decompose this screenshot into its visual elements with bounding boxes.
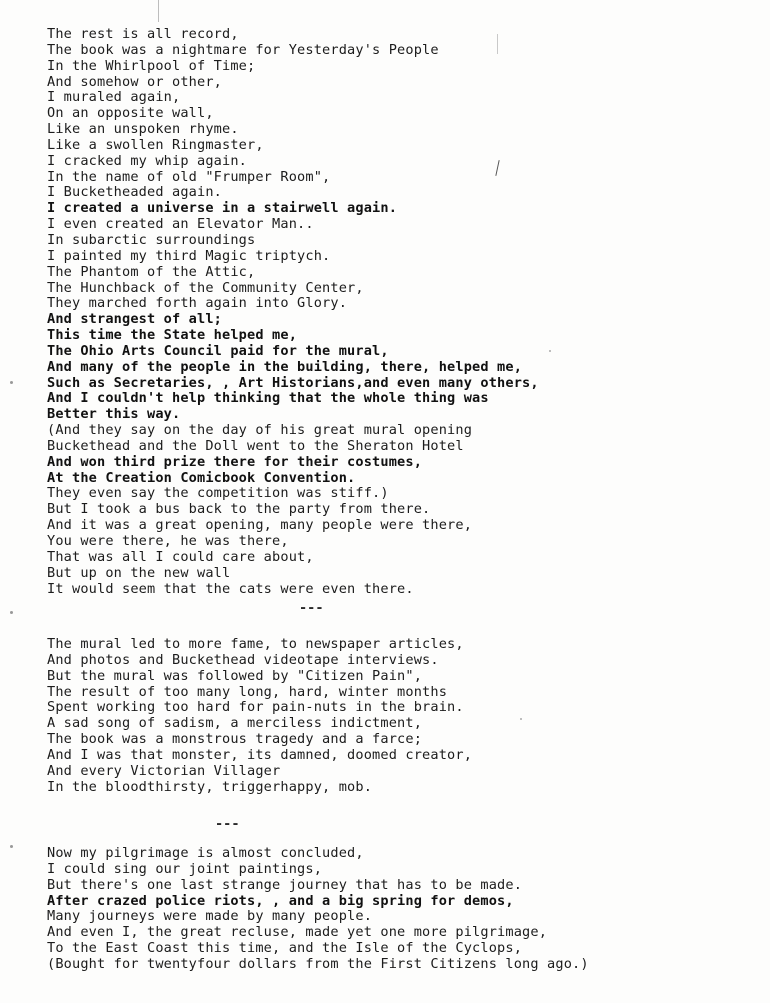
poem-line: In subarctic surroundings xyxy=(47,231,256,248)
poem-line: I painted my third Magic triptych. xyxy=(47,247,331,264)
poem-line: The Phantom of the Attic, xyxy=(47,263,256,280)
poem-line: And I couldn't help thinking that the whole thing was xyxy=(47,390,489,407)
poem-line: The Ohio Arts Council paid for the mural, xyxy=(47,342,389,359)
poem-line: Better this way. xyxy=(47,406,181,423)
poem-stanza-1 xyxy=(47,27,747,597)
poem-line: They even say the competition was stiff.) xyxy=(47,485,389,502)
poem-line: Such as Secretaries, , Art Historians,and even many others, xyxy=(47,374,539,391)
poem-line: But the mural was followed by "Citizen Pain", xyxy=(47,667,423,684)
poem-line: In the name of old "Frumper Room", xyxy=(47,168,331,185)
poem-line: On an opposite wall, xyxy=(47,105,214,122)
poem-stanza-3 xyxy=(47,846,747,973)
poem-line: And strangest of all; xyxy=(47,311,223,328)
stanza-separator: --- xyxy=(299,600,324,616)
poem-line: I muraled again, xyxy=(47,89,181,106)
poem-line: But there's one last strange journey that has to be made. xyxy=(47,876,523,893)
poem-line: Like a swollen Ringmaster, xyxy=(47,136,264,153)
poem-line: Buckethead and the Doll went to the Sheraton Hotel xyxy=(47,437,464,454)
poem-line: And many of the people in the building, there, helped me, xyxy=(47,358,523,375)
poem-line: A sad song of sadism, a merciless indictment, xyxy=(47,715,423,732)
poem-line: And I was that monster, its damned, doomed creator, xyxy=(47,746,473,763)
punch-dot xyxy=(10,381,13,384)
poem-line: (Bought for twentyfour dollars from the First Citizens long ago.) xyxy=(47,955,589,972)
poem-line: I Bucketheaded again. xyxy=(47,184,223,201)
poem-line: And even I, the great recluse, made yet one more pilgrimage, xyxy=(47,924,548,941)
poem-line: But I took a bus back to the party from there. xyxy=(47,501,431,518)
poem-line: (And they say on the day of his great mural opening xyxy=(47,422,473,439)
poem-line: Like an unspoken rhyme. xyxy=(47,121,239,138)
poem-line: And it was a great opening, many people were there, xyxy=(47,517,473,534)
poem-line: It would seem that the cats were even there. xyxy=(47,580,414,597)
poem-line: I even created an Elevator Man.. xyxy=(47,216,314,233)
poem-line: The mural led to more fame, to newspaper articles, xyxy=(47,636,464,652)
poem-line: And somehow or other, xyxy=(47,73,223,90)
poem-line: The rest is all record, xyxy=(47,26,239,42)
stanza-separator: --- xyxy=(215,816,240,832)
poem-line: At the Creation Comicbook Convention. xyxy=(47,469,356,486)
poem-line: And won third prize there for their costumes, xyxy=(47,453,423,470)
poem-line: Spent working too hard for pain-nuts in the brain. xyxy=(47,699,464,716)
poem-line: Now my pilgrimage is almost concluded, xyxy=(47,845,364,861)
poem-line: The result of too many long, hard, winter months xyxy=(47,683,448,700)
punch-dot xyxy=(10,611,13,614)
poem-line: In the bloodthirsty, triggerhappy, mob. xyxy=(47,778,373,795)
poem-line: I cracked my whip again. xyxy=(47,152,248,169)
poem-line: And every Victorian Villager xyxy=(47,762,281,779)
poem-line: The Hunchback of the Community Center, xyxy=(47,279,364,296)
poem-line: The book was a monstrous tragedy and a farce; xyxy=(47,731,423,748)
poem-line: The book was a nightmare for Yesterday's People xyxy=(47,41,439,58)
poem-line: And photos and Buckethead videotape interviews. xyxy=(47,651,439,668)
poem-line: In the Whirlpool of Time; xyxy=(47,57,256,74)
poem-line: That was all I could care about, xyxy=(47,548,314,565)
poem-line: You were there, he was there, xyxy=(47,533,289,549)
punch-dot xyxy=(10,845,13,848)
poem-line: I could sing our joint paintings, xyxy=(47,860,323,877)
poem-line: I created a universe in a stairwell again. xyxy=(47,200,398,217)
poem-line: This time the State helped me, xyxy=(47,327,298,344)
fold-mark xyxy=(158,0,159,22)
poem-line: After crazed police riots, , and a big spring for demos, xyxy=(47,892,514,909)
poem-line: They marched forth again into Glory. xyxy=(47,295,348,312)
poem-stanza-2 xyxy=(47,637,747,795)
poem-line: Many journeys were made by many people. xyxy=(47,908,373,925)
poem-line: To the East Coast this time, and the Isle of the Cyclops, xyxy=(47,940,523,957)
poem-line: But up on the new wall xyxy=(47,564,231,581)
